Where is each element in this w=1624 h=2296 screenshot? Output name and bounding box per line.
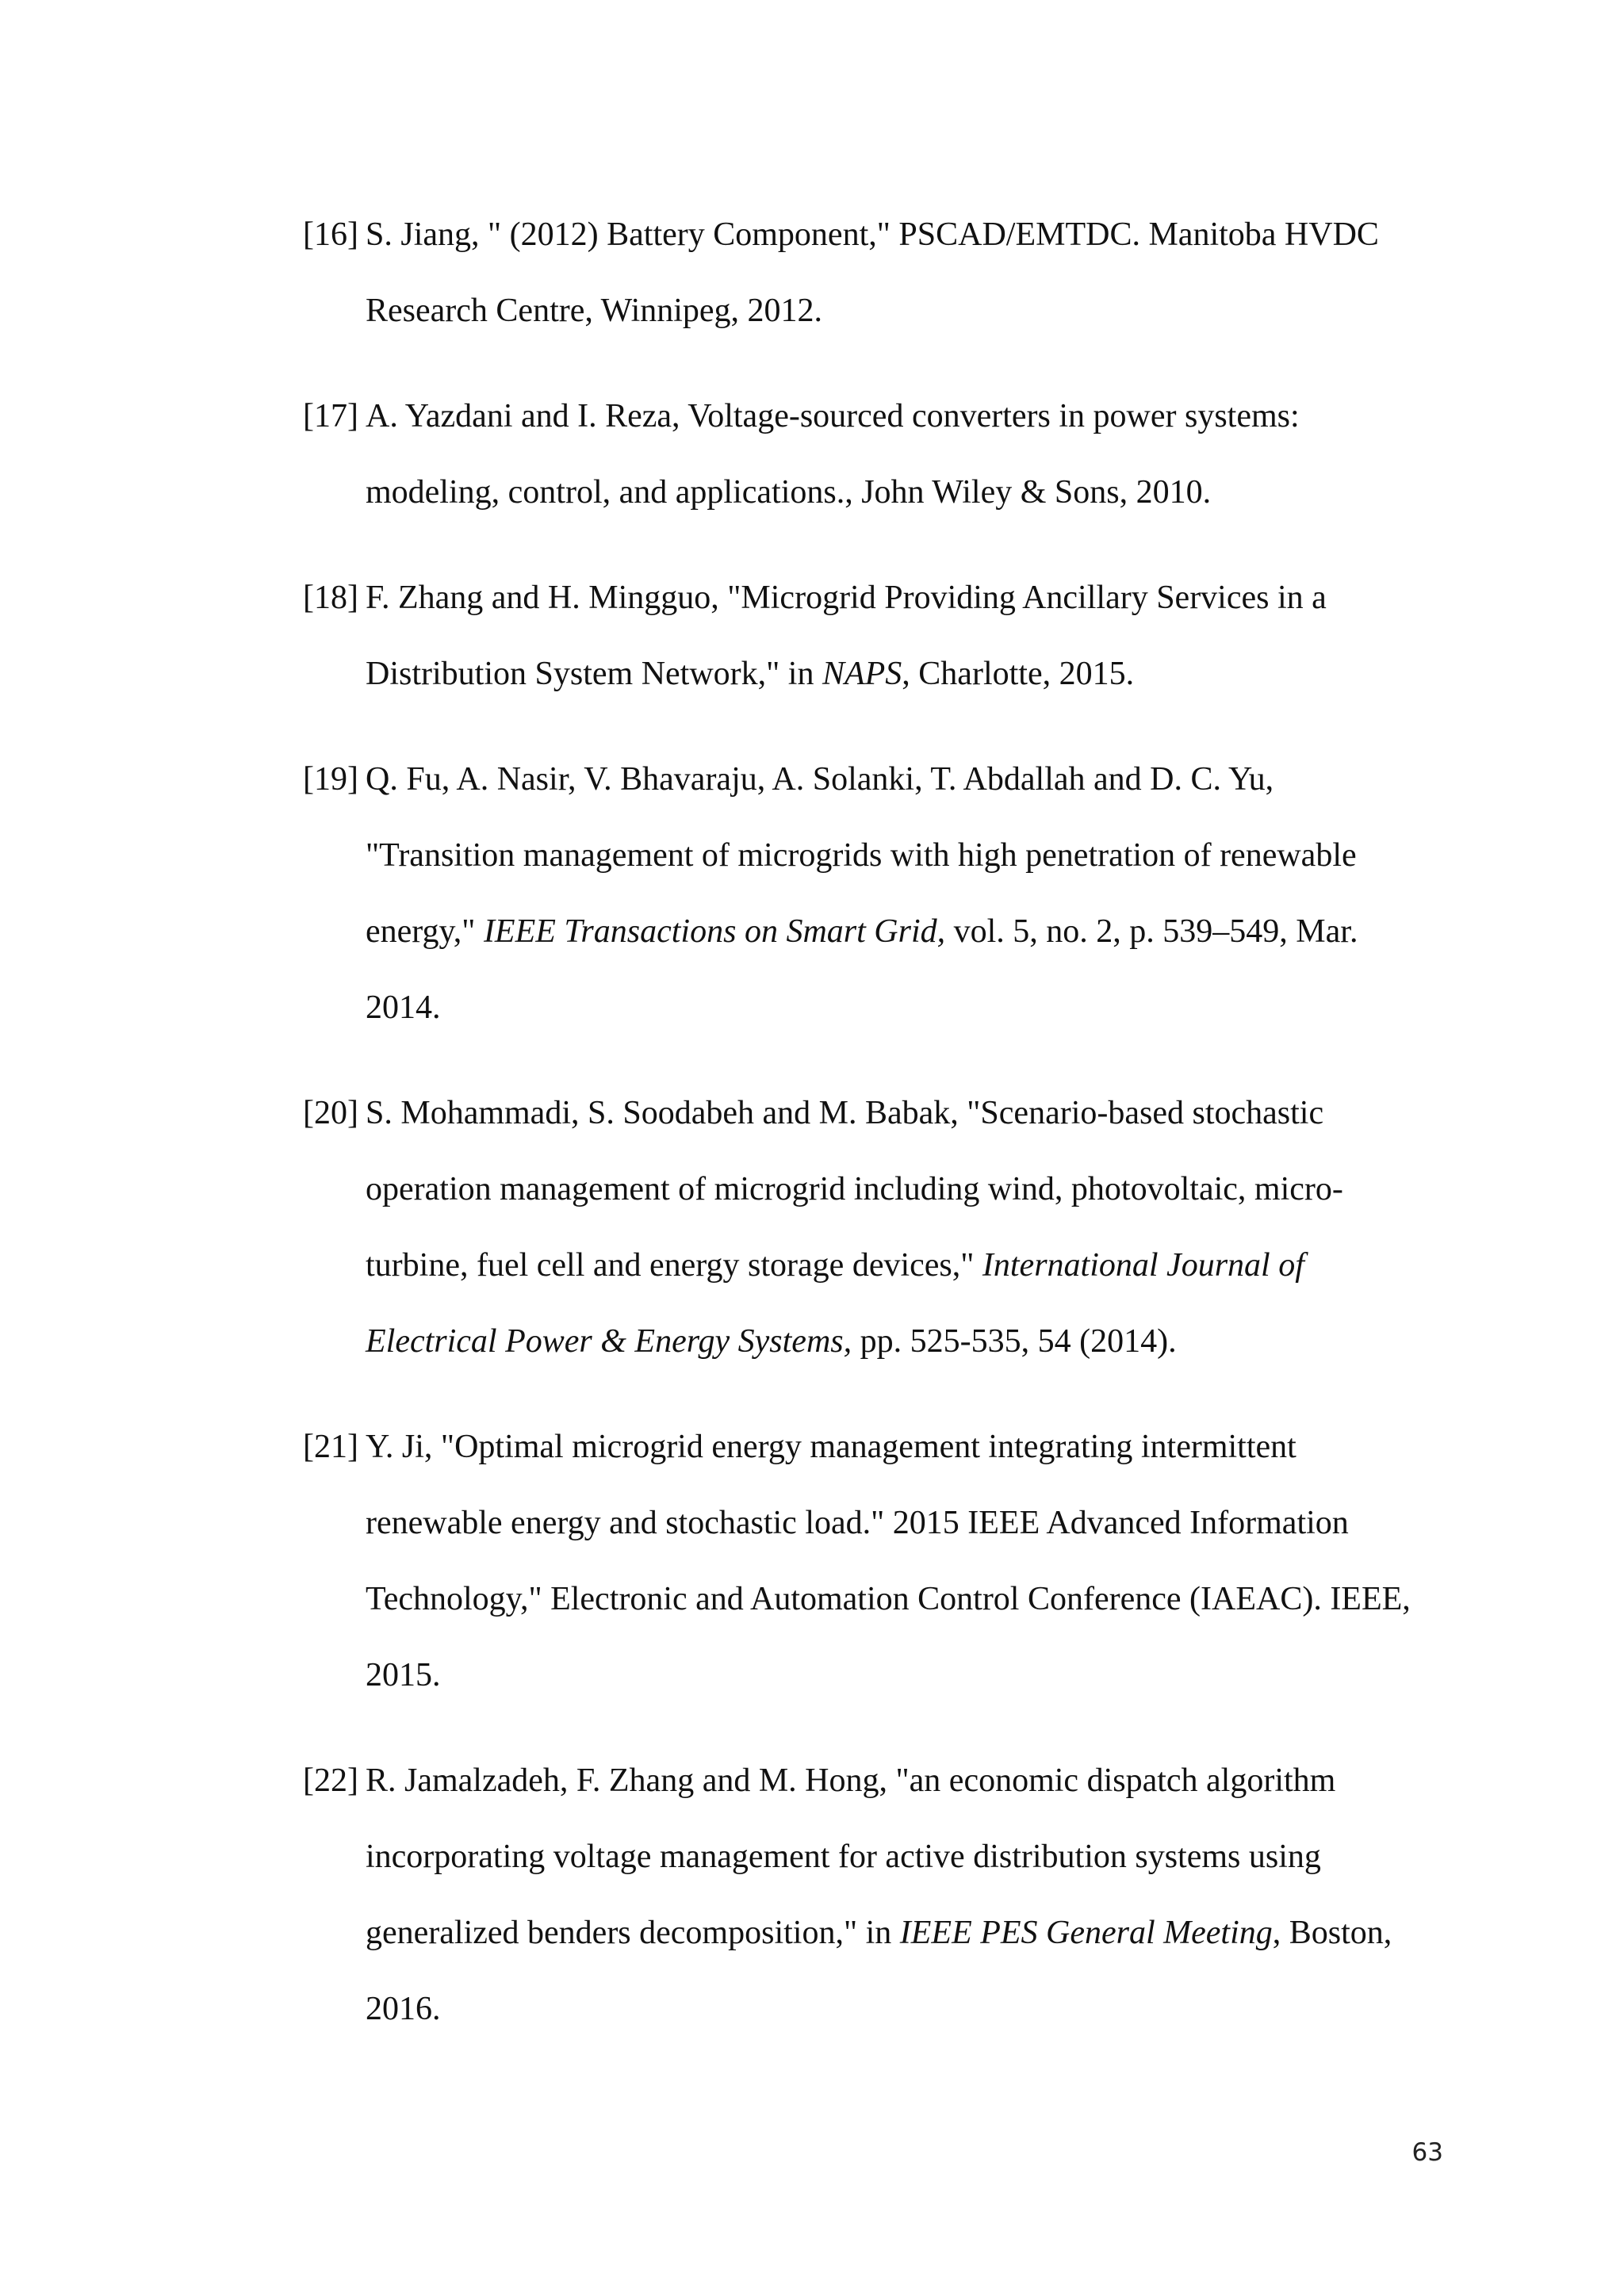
reference-text: R. Jamalzadeh, F. Zhang and M. Hong, "an economic dispatch algorithm [366,1762,1336,1799]
page-number: 63 [1411,2138,1443,2167]
reference-text: S. Jiang, " (2012) Battery Component," PSCAD/EMTDC. Manitoba HVDC [366,216,1379,253]
reference-text: , Charlotte, 2015. [902,656,1135,692]
reference-list [303,197,1429,2076]
reference-text: operation management of microgrid including wind, photovoltaic, micro- [366,1171,1343,1207]
reference-line [366,817,1429,894]
reference-text: 2016. [366,1991,441,2027]
reference-line [366,741,1429,817]
reference-venue-text: NAPS [822,656,902,692]
reference-line [366,454,1429,530]
reference-line [366,1227,1429,1303]
reference-entry [303,1409,1429,1713]
reference-text: Distribution System Network," in [366,656,822,692]
reference-line [366,636,1429,712]
reference-text: 2014. [366,989,441,1026]
reference-text: pp. 525-535, 54 (2014). [852,1323,1177,1360]
reference-line [366,1561,1429,1637]
reference-line [366,273,1429,349]
reference-text: F. Zhang and H. Mingguo, "Microgrid Providing Ancillary Services in a [366,580,1327,616]
reference-text: , Boston, [1272,1915,1392,1951]
reference-text: "Transition management of microgrids with high penetration of renewable [366,837,1357,874]
reference-entry [303,560,1429,712]
reference-number: [18] [303,580,358,616]
reference-venue-text: IEEE Transactions on Smart Grid, [483,913,946,950]
reference-line [366,1819,1429,1895]
reference-text: Q. Fu, A. Nasir, V. Bhavaraju, A. Solanki, T. Abdallah and D. C. Yu, [366,761,1274,798]
reference-number: [20] [303,1095,358,1131]
reference-line [366,1151,1429,1227]
reference-text: A. Yazdani and I. Reza, Voltage-sourced converters in power systems: [366,398,1300,434]
reference-line [366,560,1429,636]
reference-text: Y. Ji, "Optimal microgrid energy management integrating intermittent [366,1429,1297,1465]
reference-venue-text: Electrical Power & Energy Systems, [366,1323,852,1360]
reference-line [366,378,1429,454]
reference-line [366,970,1429,1046]
reference-line [366,1895,1429,1971]
reference-line [366,1485,1429,1561]
reference-line [366,1971,1429,2047]
reference-number: [17] [303,398,358,434]
reference-text: incorporating voltage management for active distribution systems using [366,1839,1321,1875]
reference-number: [19] [303,761,358,798]
reference-line [366,197,1429,273]
reference-entry [303,197,1429,349]
reference-line [366,1743,1429,1819]
reference-line [366,1637,1429,1713]
reference-text: renewable energy and stochastic load." 2015 IEEE Advanced Information [366,1505,1349,1541]
reference-entry [303,741,1429,1046]
reference-text: modeling, control, and applications., John Wiley & Sons, 2010. [366,474,1212,511]
reference-venue-text: IEEE PES General Meeting [899,1915,1273,1951]
reference-text: S. Mohammadi, S. Soodabeh and M. Babak, "Scenario-based stochastic [366,1095,1324,1131]
reference-number: [21] [303,1429,358,1465]
reference-text: generalized benders decomposition," in [366,1915,900,1951]
reference-line [366,1075,1429,1151]
reference-number: [16] [303,216,358,253]
reference-number: [22] [303,1762,358,1799]
reference-text: vol. 5, no. 2, p. 539–549, Mar. [945,913,1358,950]
reference-line [366,894,1429,970]
reference-text: energy," [366,913,484,950]
reference-line [366,1409,1429,1485]
reference-text: 2015. [366,1657,441,1693]
reference-text: Research Centre, Winnipeg, 2012. [366,293,823,329]
reference-entry [303,1075,1429,1380]
reference-text: Technology," Electronic and Automation Control Conference (IAEAC). IEEE, [366,1581,1411,1617]
reference-entry [303,1743,1429,2047]
reference-venue-text: International Journal of [982,1247,1304,1284]
reference-text: turbine, fuel cell and energy storage devices," [366,1247,982,1284]
reference-line [366,1303,1429,1380]
reference-entry [303,378,1429,530]
